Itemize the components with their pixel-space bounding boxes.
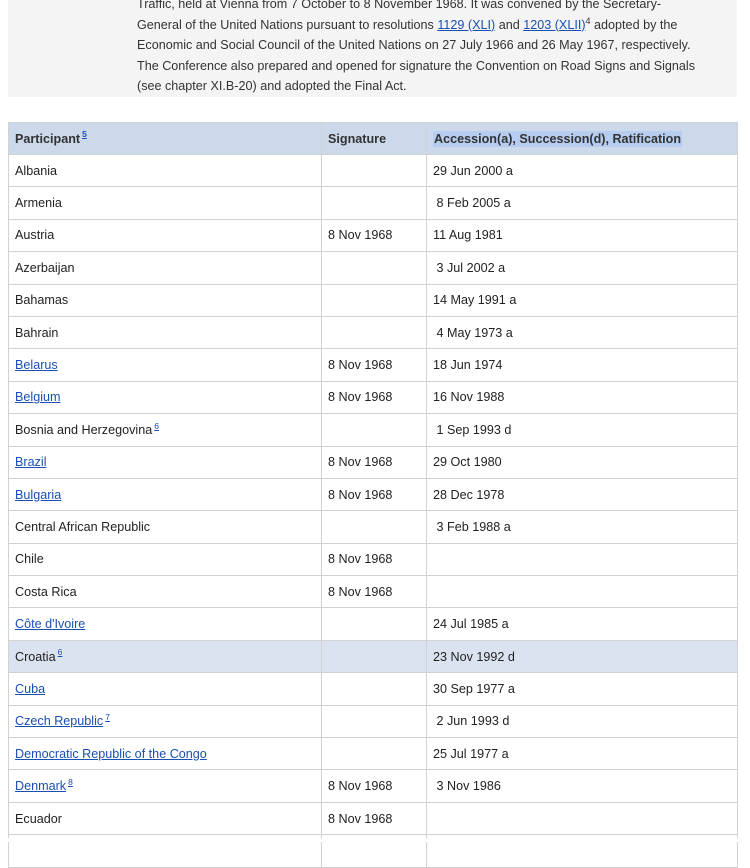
signature-cell xyxy=(322,187,427,219)
footnote-ref[interactable]: 6 xyxy=(154,420,159,431)
accession-cell: 28 Dec 1978 xyxy=(427,478,738,510)
table-row xyxy=(9,414,738,446)
table-row xyxy=(9,478,738,510)
signature-cell: 8 Nov 1968 xyxy=(322,478,427,510)
accession-cell: 16 Nov 1988 xyxy=(427,381,738,413)
participant-cell xyxy=(9,640,322,672)
intro-line-3: Economic and Social Council of the United Nations on 27 July 1966 and 26 May 1967, respectively. xyxy=(137,38,691,52)
accession-cell: 24 Jul 1985 a xyxy=(427,608,738,640)
table-row xyxy=(9,284,738,316)
participant-link[interactable]: Bulgaria xyxy=(15,487,62,502)
accession-cell: 14 May 1991 a xyxy=(427,284,738,316)
signature-cell xyxy=(322,284,427,316)
participant-name: Austria xyxy=(15,228,55,243)
table-row xyxy=(9,187,738,219)
signature-cell: 8 Nov 1968 xyxy=(322,446,427,478)
participants-table xyxy=(8,122,738,868)
participant-cell xyxy=(9,511,322,543)
participant-name: Costa Rica xyxy=(15,584,77,599)
intro-line-5: (see chapter XI.B-20) and adopted the Final Act. xyxy=(137,79,407,93)
participant-link[interactable]: Denmark xyxy=(15,779,67,794)
accession-cell: 8 Feb 2005 a xyxy=(427,187,738,219)
table-row xyxy=(9,738,738,770)
participant-cell xyxy=(9,316,322,348)
signature-cell: 8 Nov 1968 xyxy=(322,543,427,575)
table-row xyxy=(9,608,738,640)
signature-cell xyxy=(322,640,427,672)
accession-cell: 30 Sep 1977 a xyxy=(427,673,738,705)
intro-paragraph xyxy=(137,0,727,97)
participant-link[interactable]: Brazil xyxy=(15,455,47,470)
table-row xyxy=(9,640,738,672)
signature-cell xyxy=(322,673,427,705)
participant-cell xyxy=(9,705,322,737)
participant-link[interactable]: Democratic Republic of the Congo xyxy=(15,746,207,761)
signature-cell xyxy=(322,316,427,348)
table-row xyxy=(9,543,738,575)
accession-cell: 4 May 1973 a xyxy=(427,316,738,348)
footnote-5-ref[interactable]: 5 xyxy=(82,129,87,140)
participant-name: Croatia xyxy=(15,649,56,664)
signature-cell xyxy=(322,414,427,446)
accession-cell: 3 Jul 2002 a xyxy=(427,252,738,284)
participant-cell xyxy=(9,576,322,608)
participant-name: Azerbaijan xyxy=(15,260,75,275)
signature-cell: 8 Nov 1968 xyxy=(322,381,427,413)
accession-cell: 3 Feb 1988 a xyxy=(427,511,738,543)
participant-cell xyxy=(9,543,322,575)
participant-name: Albania xyxy=(15,163,58,178)
participant-cell xyxy=(9,252,322,284)
participant-name: Ecuador xyxy=(15,811,62,826)
table-row xyxy=(9,155,738,187)
signature-cell xyxy=(322,155,427,187)
participant-cell xyxy=(9,414,322,446)
signature-cell xyxy=(322,738,427,770)
table-row xyxy=(9,705,738,737)
accession-cell: 29 Jun 2000 a xyxy=(427,155,738,187)
signature-header: Signature xyxy=(322,123,427,155)
participant-cell xyxy=(9,478,322,510)
table-row xyxy=(9,770,738,802)
participant-link[interactable]: Belarus xyxy=(15,358,58,373)
participant-link[interactable]: Cuba xyxy=(15,681,46,696)
table-header-row xyxy=(9,123,738,155)
participant-link[interactable]: Belgium xyxy=(15,390,61,405)
accession-cell xyxy=(427,543,738,575)
table-row xyxy=(9,446,738,478)
table-row xyxy=(9,349,738,381)
participant-cell xyxy=(9,349,322,381)
table-row xyxy=(9,511,738,543)
participant-link[interactable]: Czech Republic xyxy=(15,714,104,729)
accession-cell: 25 Jul 1977 a xyxy=(427,738,738,770)
participant-cell xyxy=(9,608,322,640)
accession-cell: 3 Nov 1986 xyxy=(427,770,738,802)
table-row xyxy=(9,673,738,705)
participant-name: Armenia xyxy=(15,196,62,211)
accession-header: Accession(a), Succession(d), Ratification xyxy=(427,123,738,155)
footnote-ref[interactable]: 7 xyxy=(105,712,110,723)
signature-cell: 8 Nov 1968 xyxy=(322,219,427,251)
participant-cell xyxy=(9,802,322,834)
participant-name: Bosnia and Herzegovina xyxy=(15,422,153,437)
accession-cell xyxy=(427,576,738,608)
participant-cell xyxy=(9,219,322,251)
table-row xyxy=(9,802,738,834)
participant-name: Chile xyxy=(15,552,44,567)
accession-cell: 29 Oct 1980 xyxy=(427,446,738,478)
signature-cell: 8 Nov 1968 xyxy=(322,770,427,802)
intro-and: and xyxy=(495,17,524,32)
participant-cell xyxy=(9,770,322,802)
resolution-1203-link[interactable]: 1203 (XLII) xyxy=(523,17,586,32)
participant-header: Participant $^5$ xyxy=(9,123,322,155)
signature-cell xyxy=(322,608,427,640)
intro-line-1: Traffic, held at Vienna from 7 October to 8 November 1968. It was convened by the Secretary- xyxy=(137,0,662,11)
participant-cell xyxy=(9,738,322,770)
participant-name: Bahamas xyxy=(15,293,69,308)
signature-cell xyxy=(322,511,427,543)
signature-cell xyxy=(322,252,427,284)
footnote-ref[interactable]: 6 xyxy=(57,647,63,658)
footnote-4-ref[interactable]: 4 xyxy=(585,15,591,26)
accession-cell: 11 Aug 1981 xyxy=(427,219,738,251)
table-row xyxy=(9,252,738,284)
participant-cell xyxy=(9,446,322,478)
participant-link[interactable]: Côte d'Ivoire xyxy=(15,617,86,632)
participant-cell xyxy=(9,673,322,705)
signature-cell xyxy=(322,705,427,737)
participant-name: Bahrain xyxy=(15,325,59,340)
participant-cell xyxy=(9,187,322,219)
signature-cell: 8 Nov 1968 xyxy=(322,576,427,608)
accession-cell: 1 Sep 1993 d xyxy=(427,414,738,446)
resolution-1129-link[interactable]: 1129 (XLI) xyxy=(437,17,496,32)
intro-line-2a: General of the United Nations pursuant to resolutions xyxy=(137,17,438,32)
signature-cell: 8 Nov 1968 xyxy=(322,802,427,834)
participant-cell xyxy=(9,155,322,187)
table-row xyxy=(9,316,738,348)
page-bottom-edge xyxy=(0,838,750,842)
table-row xyxy=(9,381,738,413)
participant-cell xyxy=(9,284,322,316)
intro-line-4: The Conference also prepared and opened for signature the Convention on Road Signs and Signals xyxy=(137,58,696,73)
accession-cell: 2 Jun 1993 d xyxy=(427,705,738,737)
intro-panel xyxy=(8,0,737,97)
intro-line-2b: adopted by the xyxy=(590,17,678,32)
table-row xyxy=(9,219,738,251)
accession-cell: 23 Nov 1992 d xyxy=(427,640,738,672)
footnote-ref[interactable]: 8 xyxy=(68,776,73,787)
accession-cell xyxy=(427,802,738,834)
participant-name: Central African Republic xyxy=(15,519,151,534)
table-row xyxy=(9,576,738,608)
accession-cell: 18 Jun 1974 xyxy=(427,349,738,381)
participant-cell xyxy=(9,381,322,413)
signature-cell: 8 Nov 1968 xyxy=(322,349,427,381)
